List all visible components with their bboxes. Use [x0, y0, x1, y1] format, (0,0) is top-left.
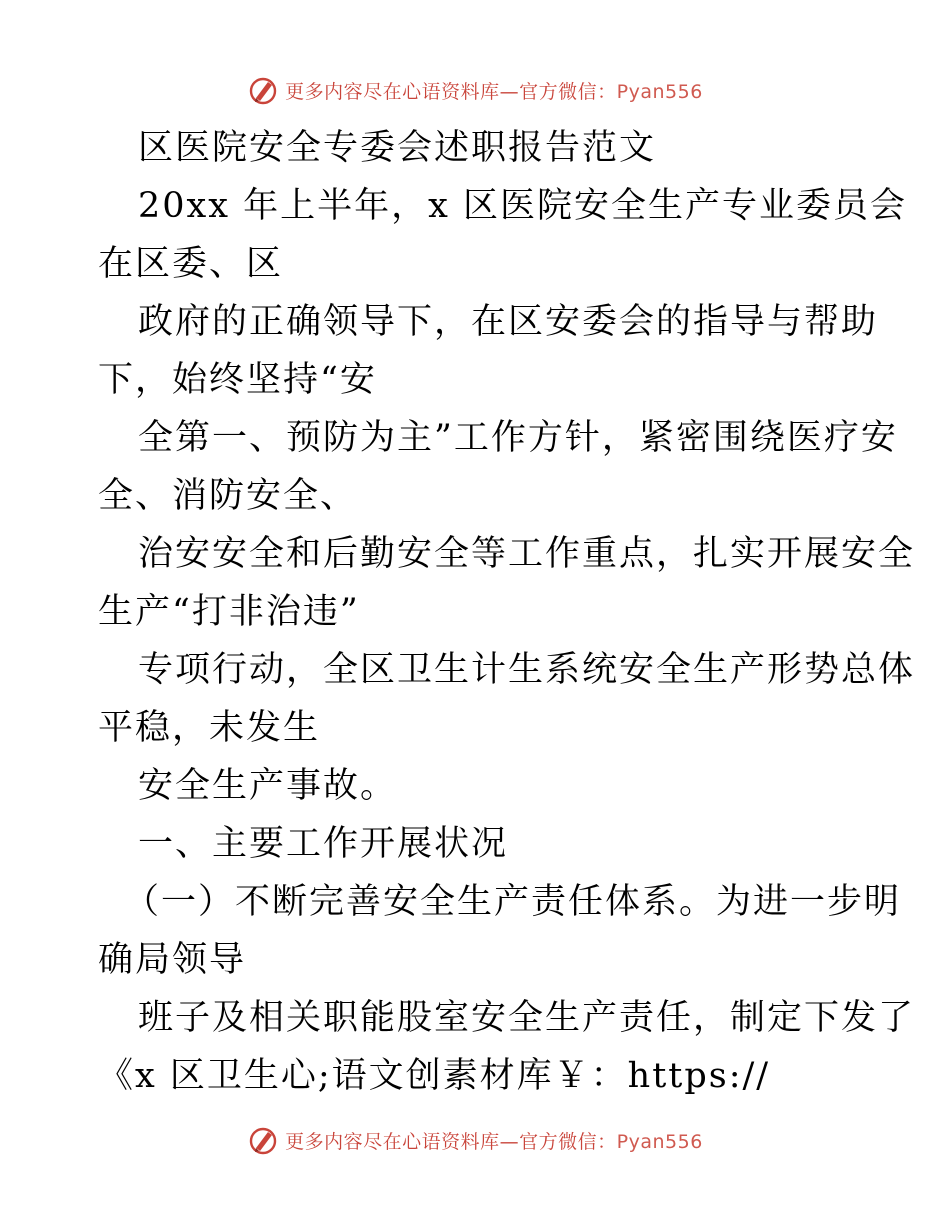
paragraph-line: （一）不断完善安全生产责任体系。为进一步明	[124, 882, 902, 922]
paragraph-line: 全、消防安全、	[98, 476, 358, 516]
paragraph-line: 下，始终坚持“安	[98, 360, 377, 400]
paragraph-line: 生产“打非治违”	[98, 592, 360, 632]
paragraph-line: 在区委、区	[98, 244, 284, 284]
paragraph-line: 20xx 年上半年，x 区医院安全生产专业委员会	[138, 186, 908, 226]
watermark-id: Pyan556	[616, 1130, 703, 1153]
paragraph-line: 安全生产事故。	[138, 766, 398, 806]
paragraph-line: 治安安全和后勤安全等工作重点，扎实开展安全	[138, 534, 916, 574]
pen-logo-icon	[247, 1124, 279, 1156]
watermark-text: 更多内容尽在心语资料库—官方微信：Pyan556	[285, 80, 703, 103]
paragraph-line: 平稳，未发生	[98, 708, 321, 748]
footer-watermark	[0, 1120, 950, 1160]
header-watermark	[0, 70, 950, 110]
paragraph-line: 专项行动，全区卫生计生系统安全生产形势总体	[138, 650, 916, 690]
paragraph-line: 全第一、预防为主”工作方针，紧密围绕医疗安	[138, 418, 898, 458]
watermark-text: 更多内容尽在心语资料库—官方微信：Pyan556	[285, 1130, 703, 1153]
paragraph-line: 《x 区卫生心;语文创素材库￥：https://	[98, 1056, 771, 1096]
section-heading: 一、主要工作开展状况	[138, 824, 509, 864]
paragraph-line: 政府的正确领导下，在区安委会的指导与帮助	[138, 302, 879, 342]
document-title: 区医院安全专委会述职报告范文	[138, 128, 657, 168]
paragraph-line: 班子及相关职能股室安全生产责任，制定下发了	[138, 998, 916, 1038]
pen-logo-icon	[247, 74, 279, 106]
watermark-id: Pyan556	[616, 80, 703, 103]
paragraph-line: 确局领导	[98, 940, 247, 980]
